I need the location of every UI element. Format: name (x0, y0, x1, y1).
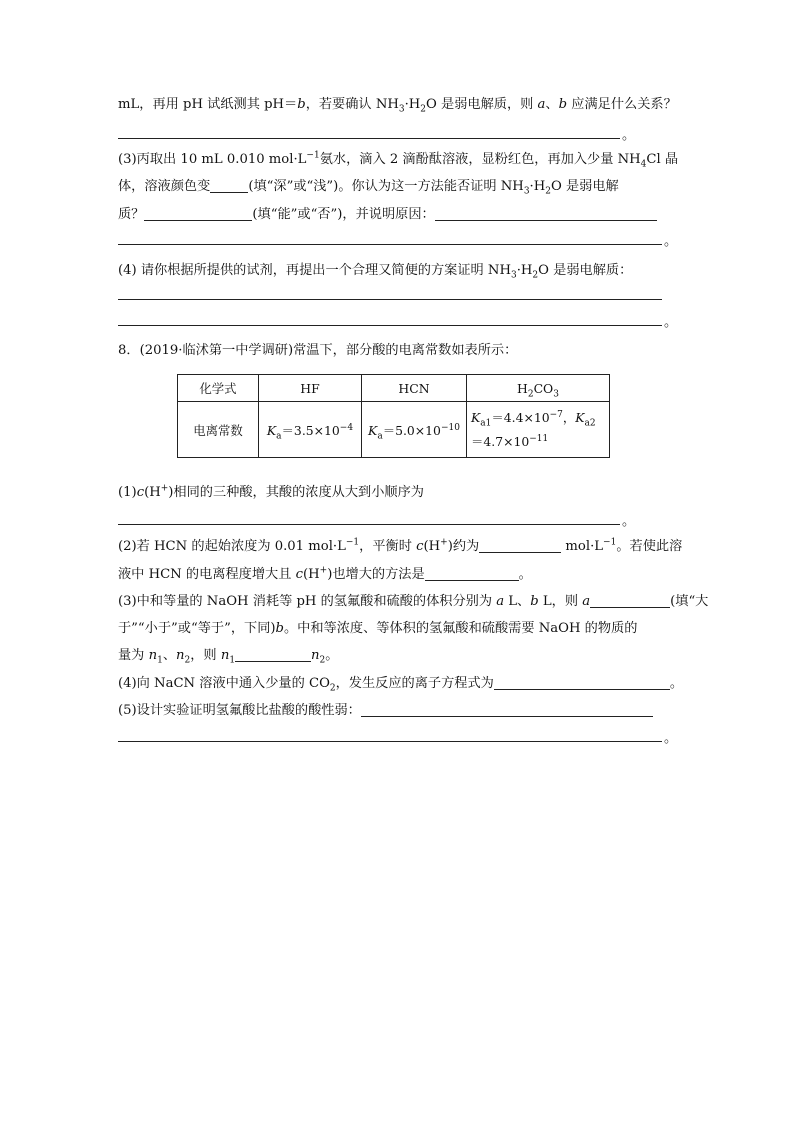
question-8-3-text-3: 量为 $n_1$、$n_2$，则 $n_1$ $n_2$。 (118, 648, 339, 666)
blank-can-prove[interactable] (144, 206, 252, 221)
question-8-2-text: (2)若 HCN 的起始浓度为 0.01 $mol\cdot L^{-1}$，平衡时 c(H+)约为 $mol\cdot L^{-1}$。若使此溶 (118, 537, 683, 554)
question-7-3-text: (3)丙取出 10 mL 0.010 $mol\cdot L^{-1}$氨水，滴入 2 滴酚酞溶液，显粉红色，再加入少量 $NH_4Cl$ 晶 (118, 150, 679, 170)
blank-ionic-equation[interactable] (494, 675, 670, 690)
question-7-2-text: mL，再用 pH 试纸测其 pH＝b，若要确认 $NH_3\cdot H_2O$ 是弱电解质，则 a、b 应满足什么关系？ (118, 97, 677, 115)
question-8-title: 8．(2019·临沭第一中学调研)常温下，部分酸的电离常数如表所示： (118, 343, 518, 358)
question-8-1-text: (1)c(H+)相同的三种酸，其酸的浓度从大到小顺序为 (118, 483, 424, 500)
table-header: HCN (362, 375, 467, 402)
table-cell: $K_{a1}=4.4\times 10^{-7}$，$K_{a2}$ $=4.7\times 10^{-11}$ (467, 402, 610, 458)
question-8-4-text: (4)向 NaCN 溶液中通入少量的 $CO_2$，发生反应的离子方程式为 。 (118, 676, 684, 694)
blank-method[interactable] (425, 566, 519, 581)
answer-line-8-5[interactable] (118, 741, 662, 742)
ionization-constants-table (177, 374, 610, 458)
question-8-2-text-2: 液中 HCN 的电离程度增大且 c(H+)也增大的方法是 。 (118, 565, 532, 582)
period: 。 (622, 514, 636, 529)
table-header: $H_2CO_3$ (467, 375, 610, 402)
period: 。 (664, 731, 678, 746)
blank-reason[interactable] (435, 206, 657, 221)
blank-h-concentration[interactable] (479, 538, 561, 553)
table-header: 化学式 (178, 375, 259, 402)
table-cell: 电离常数 (178, 402, 259, 458)
blank-a-vs-b[interactable] (590, 593, 670, 608)
blank-color-change[interactable] (210, 178, 248, 193)
table-header: HF (259, 375, 362, 402)
table-cell: $K_a=5.0\times 10^{-10}$ (362, 402, 467, 458)
blank-n1-vs-n2[interactable] (235, 647, 311, 662)
blank-experiment[interactable] (361, 702, 653, 717)
question-8-5-text: (5)设计实验证明氢氟酸比盐酸的酸性弱： (118, 701, 653, 721)
question-8-3-text-2: 于”“小于”或“等于”，下同)b。中和等浓度、等体积的氢氟酸和硫酸需要 NaOH 的物质的 (118, 621, 638, 636)
answer-line-7-3[interactable] (118, 244, 662, 245)
question-7-3-text-3: 质？ (填“能”或“否”)，并说明原因： (118, 205, 657, 225)
period: 。 (664, 315, 678, 330)
question-7-4-text: (4) 请你根据所提供的试剂，再提出一个合理又简便的方案证明 $NH_3\cdot H_2O$ 是弱电解质： (118, 263, 633, 281)
question-8-3-text: (3)中和等量的 NaOH 消耗等 pH 的氢氟酸和硫酸的体积分别为 a L、b L，则 a (填“大 (118, 594, 709, 609)
period: 。 (664, 234, 678, 249)
answer-line-8-1[interactable] (118, 524, 620, 525)
answer-line-7-4a[interactable] (118, 299, 662, 300)
period: 。 (622, 128, 636, 143)
question-7-3-text-2: 体，溶液颜色变 (填“深”或“浅”)。你认为这一方法能否证明 $NH_3\cdot H_2O$ 是弱电解 (118, 179, 619, 197)
table-cell: $K_a=3.5\times 10^{-4}$ (259, 402, 362, 458)
answer-line-7-2[interactable] (118, 138, 620, 139)
answer-line-7-4b[interactable] (118, 325, 662, 326)
